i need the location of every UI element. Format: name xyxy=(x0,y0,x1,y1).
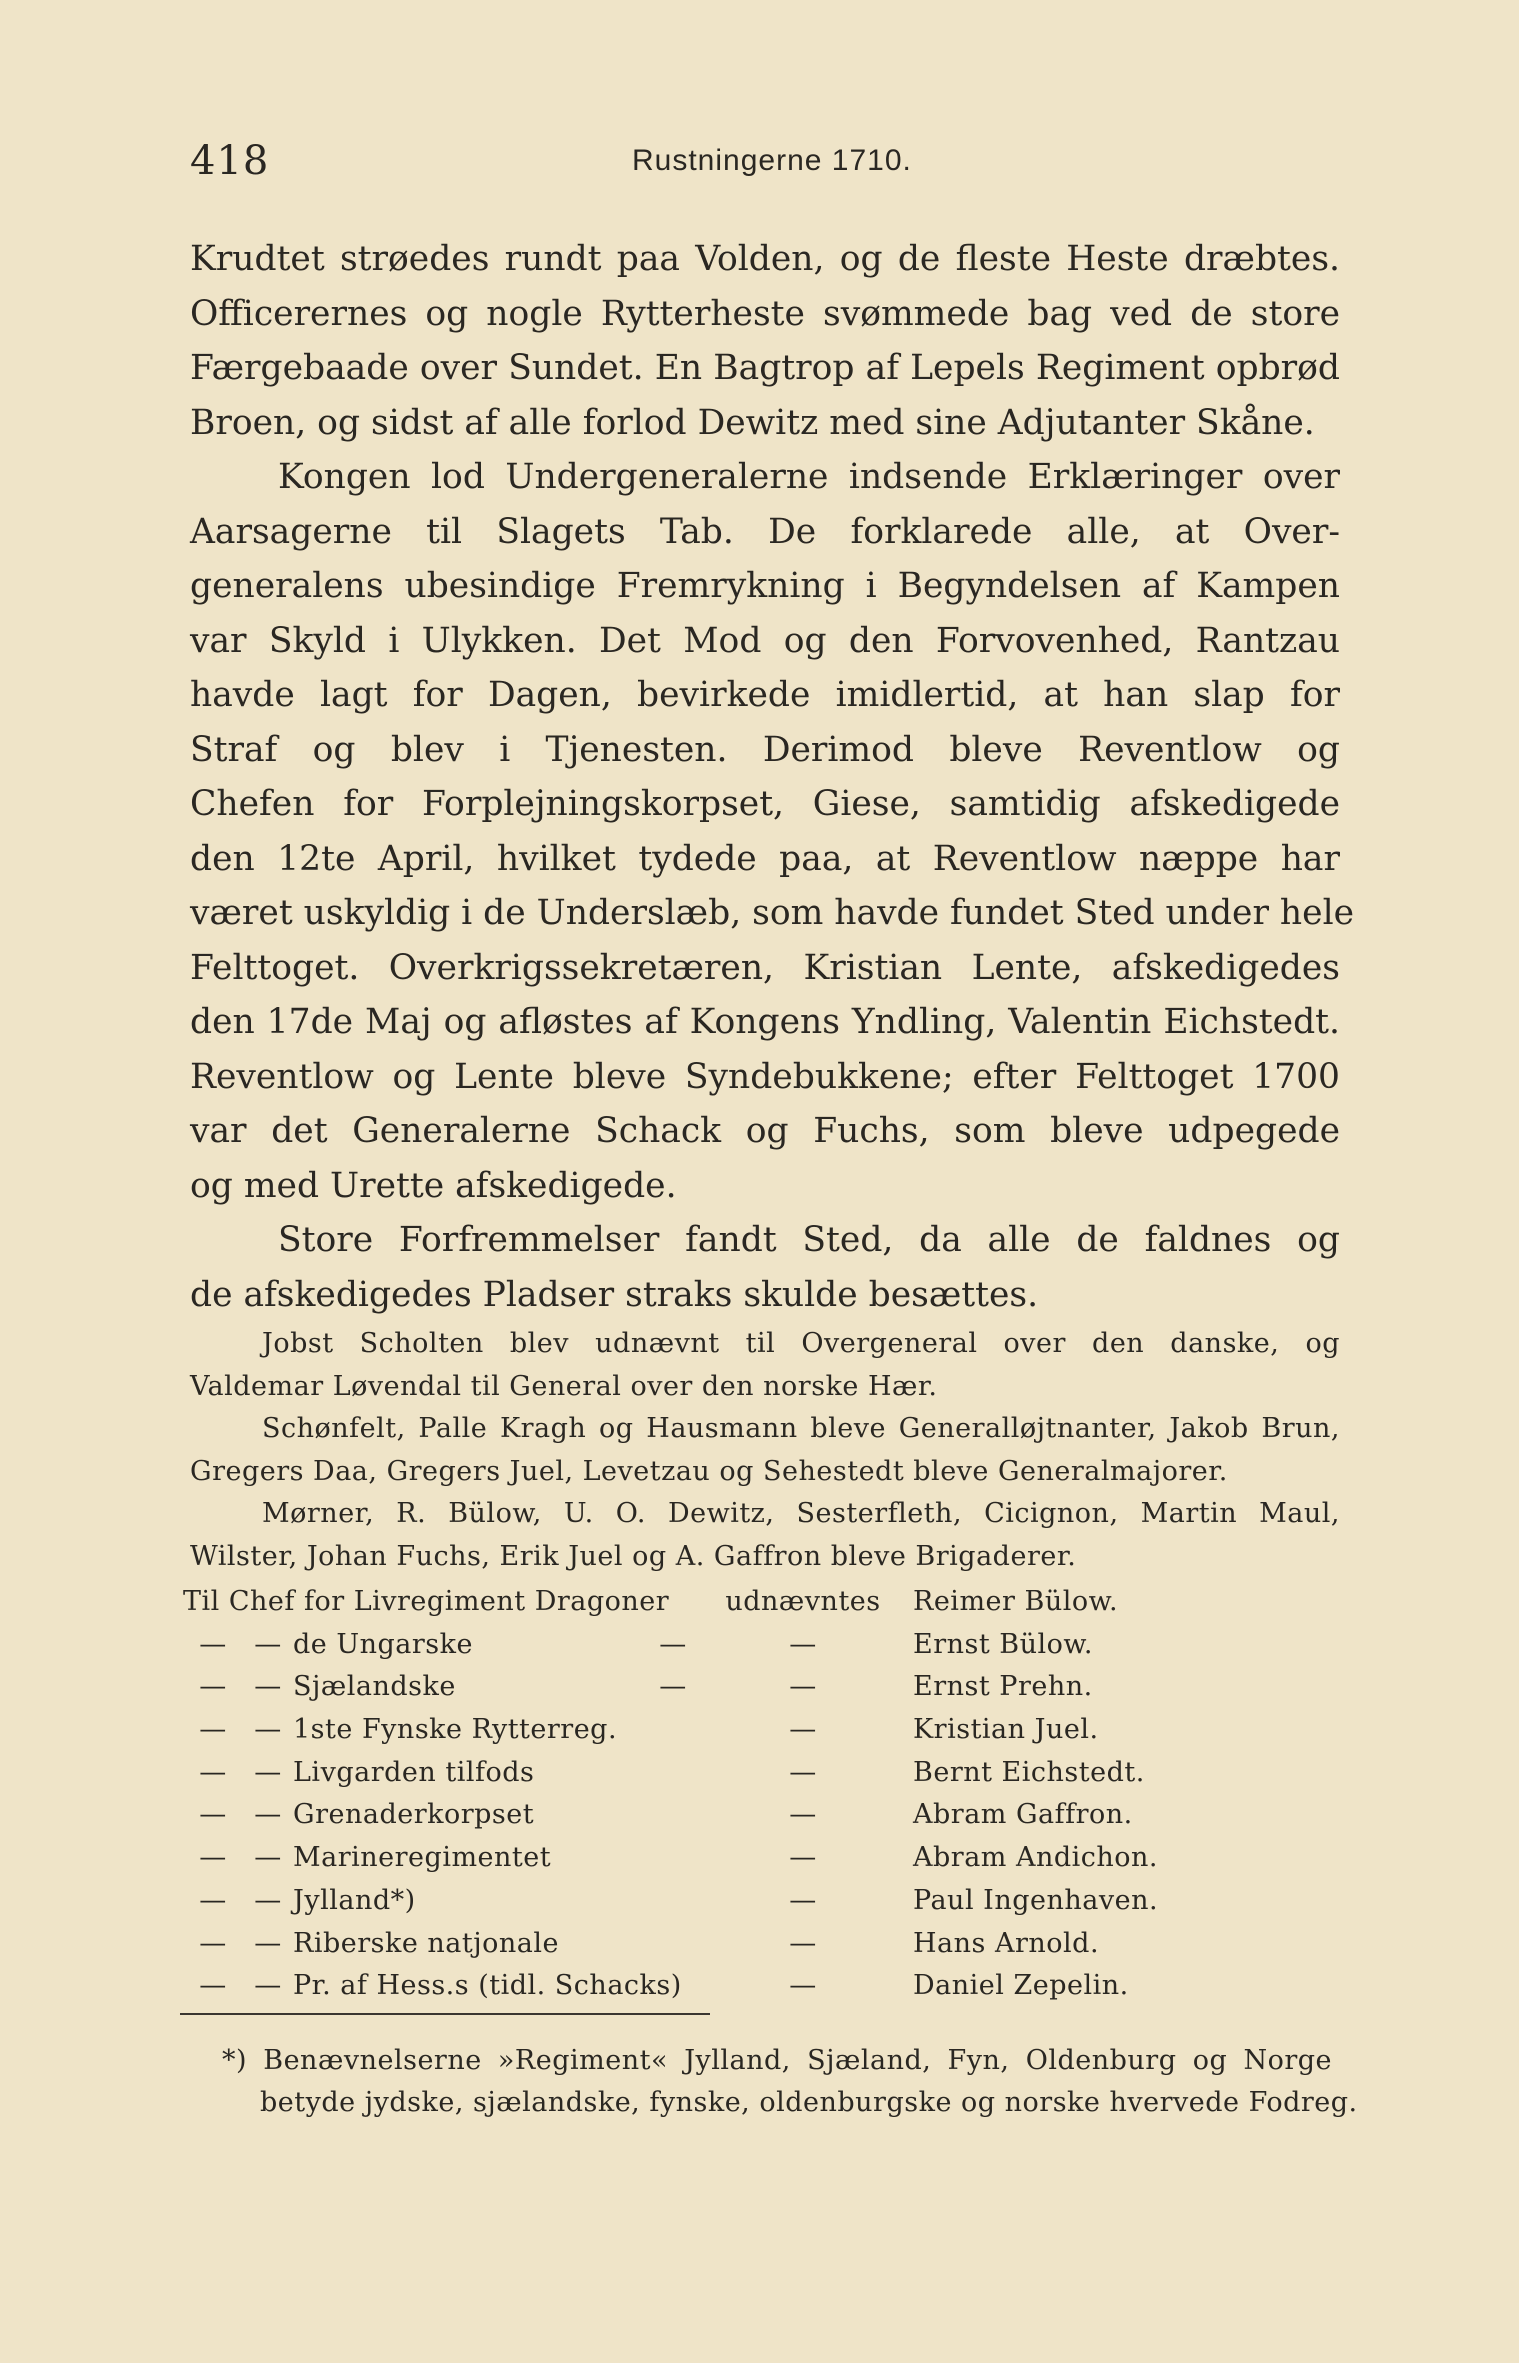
ditto-mark: — xyxy=(199,1970,227,2002)
body-line: de afskedigedes Pladser straks skulde besættes. xyxy=(190,1274,1039,1315)
small-line: Valdemar Løvendal til General over den norske Hær. xyxy=(190,1370,938,1402)
table-row xyxy=(183,1666,1183,1709)
appointee-name: Kristian Juel. xyxy=(913,1714,1099,1746)
ditto-mark: — xyxy=(254,1799,282,1831)
small-line: Wilster, Johan Fuchs, Erik Juel og A. Gaffron bleve Brigaderer. xyxy=(190,1540,1077,1572)
ditto-mark: — xyxy=(199,1799,227,1831)
body-line: Færgebaade over Sundet. En Bagtrop af Lepels Regiment opbrød xyxy=(190,348,1340,388)
body-line: været uskyldig i de Underslæb, som havde fundet Sted under hele xyxy=(190,893,1355,933)
ditto-mark: — xyxy=(199,1842,227,1874)
regiment-name: Pr. af Hess.s (tidl. Schacks) xyxy=(293,1970,682,2002)
body-line: den 12te April, hvilket tydede paa, at Reventlow næppe har xyxy=(190,838,1340,879)
body-line: generalens ubesindige Fremrykning i Begyndelsen af Kampen xyxy=(190,566,1340,606)
ditto-mark: — xyxy=(254,1671,282,1703)
body-line: Store Forfremmelser fandt Sted, da alle de faldnes og xyxy=(278,1220,1340,1260)
ditto-mark: — xyxy=(659,1671,687,1703)
appointee-name: Ernst Bülow. xyxy=(913,1628,1093,1660)
table-row xyxy=(183,1965,1183,2008)
appointee-name: Bernt Eichstedt. xyxy=(913,1756,1145,1788)
ditto-mark: — xyxy=(254,1970,282,2002)
ditto-mark: — xyxy=(254,1628,282,1660)
body-line: Kongen lod Undergeneralerne indsende Erklæringer over xyxy=(278,457,1340,497)
ditto-mark: — xyxy=(659,1628,687,1660)
ditto-mark: — xyxy=(199,1884,227,1916)
regiment-name: Riberske natjonale xyxy=(293,1927,559,1959)
ditto-mark: — xyxy=(199,1671,227,1703)
page-header xyxy=(190,138,1330,188)
body-line: var Skyld i Ulykken. Det Mod og den Forvovenhed, Rantzau xyxy=(190,620,1340,661)
regiment-name: Sjælandske xyxy=(293,1671,456,1703)
regiment-name: Grenaderkorpset xyxy=(293,1799,535,1831)
small-line: Schønfelt, Palle Kragh og Hausmann bleve Generalløjtnanter, Jakob Brun, xyxy=(262,1413,1340,1444)
table-row xyxy=(183,1837,1183,1880)
ditto-mark: — xyxy=(789,1714,817,1746)
ditto-mark: — xyxy=(789,1628,817,1660)
body-line: Officerernes og nogle Rytterheste svømmede bag ved de store xyxy=(190,293,1340,334)
ditto-mark: — xyxy=(789,1884,817,1916)
body-line: Broen, og sidst af alle forlod Dewitz med sine Adjutanter Skåne. xyxy=(190,402,1315,443)
appointee-name: Abram Gaffron. xyxy=(913,1799,1133,1831)
ditto-mark: — xyxy=(789,1927,817,1959)
ditto-mark: — xyxy=(789,1799,817,1831)
body-line: Aarsagerne til Slagets Tab. De forklarede alle, at Over- xyxy=(190,511,1340,552)
appointment-verb: udnævntes xyxy=(725,1586,881,1617)
ditto-mark: — xyxy=(254,1756,282,1788)
body-line: Reventlow og Lente bleve Syndebukkene; efter Felttoget 1700 xyxy=(190,1056,1340,1097)
promotions-text xyxy=(190,1323,1340,1578)
ditto-mark: — xyxy=(789,1756,817,1788)
ditto-mark: — xyxy=(789,1970,817,2002)
body-line: Chefen for Forplejningskorpset, Giese, samtidig afskedigede xyxy=(190,784,1340,824)
ditto-mark: — xyxy=(199,1756,227,1788)
appointee-name: Ernst Prehn. xyxy=(913,1671,1093,1703)
body-line: Krudtet strøedes rundt paa Volden, og de fleste Heste dræbtes. xyxy=(190,239,1340,279)
ditto-mark: — xyxy=(254,1927,282,1959)
body-line: havde lagt for Dagen, bevirkede imidlertid, at han slap for xyxy=(190,675,1340,715)
ditto-mark: — xyxy=(254,1884,282,1916)
appointee-name: Abram Andichon. xyxy=(913,1842,1159,1874)
ditto-mark: — xyxy=(199,1714,227,1746)
appointee-name: Reimer Bülow. xyxy=(913,1586,1119,1617)
regiment-name: Jylland*) xyxy=(293,1884,416,1916)
table-row xyxy=(183,1581,1183,1624)
small-line: Gregers Daa, Gregers Juel, Levetzau og Sehestedt bleve Generalmajorer. xyxy=(190,1455,1228,1487)
body-line: den 17de Maj og afløstes af Kongens Yndling, Valentin Eichstedt. xyxy=(190,1002,1340,1042)
appointee-name: Hans Arnold. xyxy=(913,1927,1100,1959)
small-line: Jobst Scholten blev udnævnt til Overgeneral over den danske, og xyxy=(262,1328,1340,1359)
regiment-name: Livgarden tilfods xyxy=(293,1756,535,1788)
appointments-table xyxy=(183,1581,1183,2008)
regiment-name: 1ste Fynske Rytterreg. xyxy=(293,1714,618,1746)
body-line: Straf og blev i Tjenesten. Derimod bleve Reventlow og xyxy=(190,729,1340,770)
footnote xyxy=(222,2040,1358,2124)
table-row xyxy=(183,1923,1183,1966)
table-row xyxy=(183,1709,1183,1752)
running-title: Rustningerne 1710. xyxy=(632,144,912,177)
body-line: var det Generalerne Schack og Fuchs, som bleve udpegede xyxy=(190,1111,1340,1151)
regiment-name: Marineregimentet xyxy=(293,1842,552,1874)
ditto-mark: — xyxy=(199,1927,227,1959)
body-line: og med Urette afskedigede. xyxy=(190,1165,677,1206)
table-row xyxy=(183,1794,1183,1837)
ditto-mark: — xyxy=(789,1671,817,1703)
ditto-mark: — xyxy=(254,1714,282,1746)
page-number: 418 xyxy=(190,138,270,184)
ditto-mark: — xyxy=(789,1842,817,1874)
appointee-name: Paul Ingenhaven. xyxy=(913,1884,1159,1916)
table-row xyxy=(183,1624,1183,1667)
appointment-prefix: Til Chef for Livregiment Dragoner xyxy=(183,1586,670,1617)
footnote-divider xyxy=(180,2013,710,2015)
ditto-mark: — xyxy=(254,1842,282,1874)
table-row xyxy=(183,1880,1183,1923)
body-text xyxy=(190,232,1355,1322)
footnote-line: betyde jydske, sjælandske, fynske, oldenburgske og norske hvervede Fodreg. xyxy=(260,2087,1358,2118)
table-row xyxy=(183,1752,1183,1795)
regiment-name: de Ungarske xyxy=(293,1628,473,1660)
footnote-line: *) Benævnelserne »Regiment« Jylland, Sjæland, Fyn, Oldenburg og Norge xyxy=(222,2045,1332,2076)
ditto-mark: — xyxy=(199,1628,227,1660)
small-line: Mørner, R. Bülow, U. O. Dewitz, Sesterfleth, Cicignon, Martin Maul, xyxy=(262,1498,1340,1529)
appointee-name: Daniel Zepelin. xyxy=(913,1970,1129,2002)
body-line: Felttoget. Overkrigssekretæren, Kristian Lente, afskedigedes xyxy=(190,947,1340,988)
